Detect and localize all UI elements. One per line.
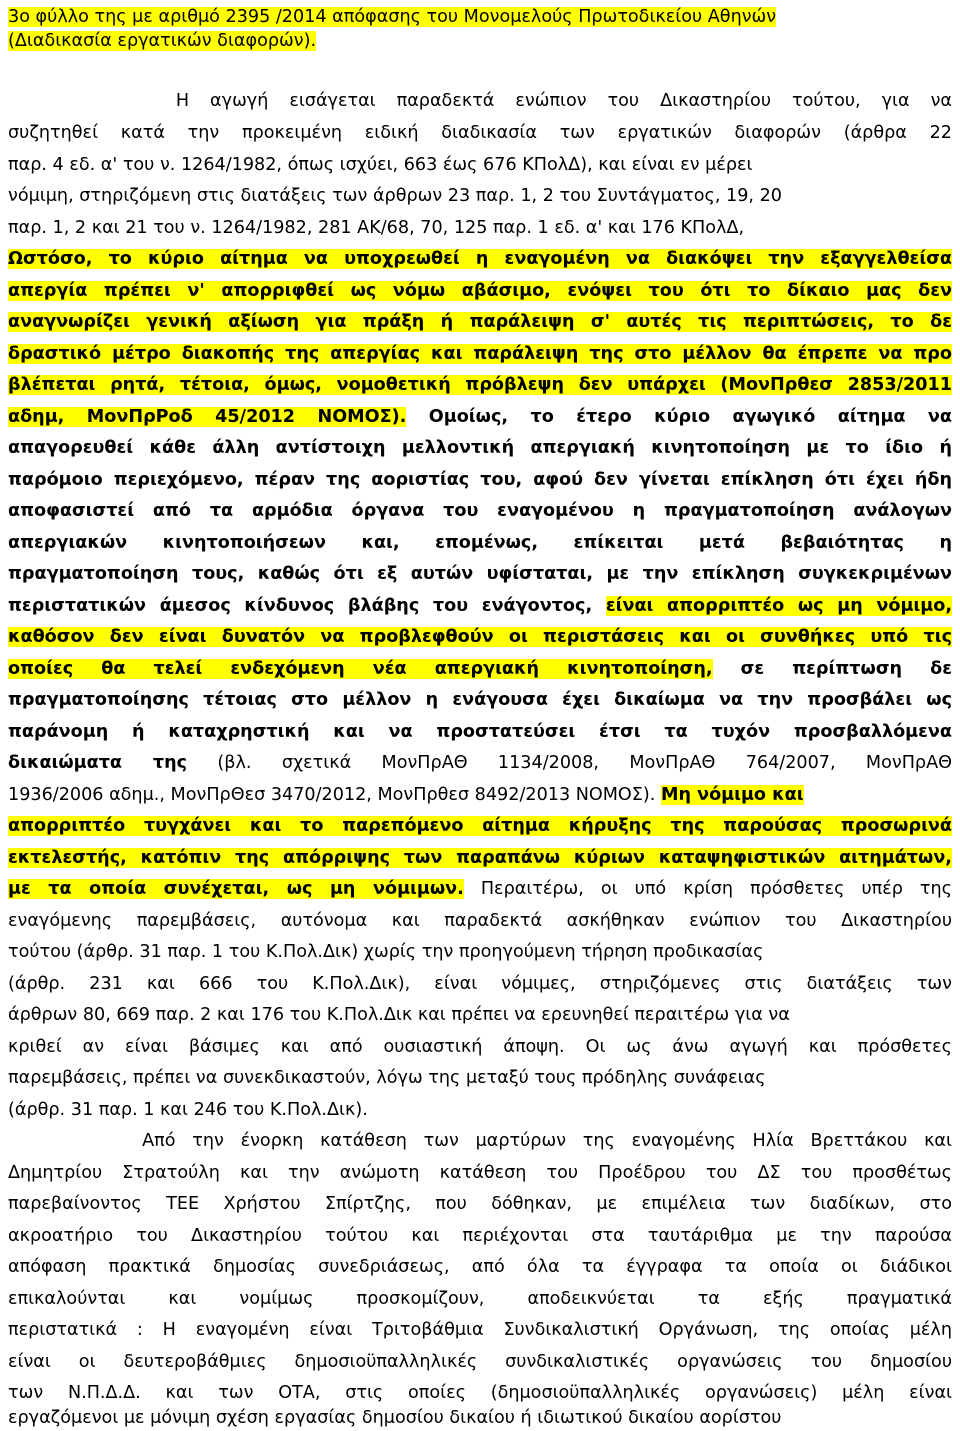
- text-line: [8, 435, 952, 461]
- text-run: δικαιώματα της: [8, 753, 188, 773]
- text-line: [8, 215, 952, 241]
- text-line: [8, 561, 952, 587]
- text-line: [8, 656, 952, 682]
- text-line: [8, 120, 952, 146]
- text-run: Ομοίως, το έτερο κύριο αγωγικό αίτημα να: [406, 407, 952, 427]
- text-run: Δημητρίου Στρατούλη και την ανώμοτη κατάθεση του Προέδρου του ΔΣ του προσθέτως: [8, 1163, 952, 1183]
- text-run: εναγόμενης παρεμβάσεις, αυτόνομα και παραδεκτά ασκήθηκαν ενώπιον του Δικαστηρίου: [8, 911, 952, 931]
- highlighted-text: απεργία πρέπει ν' απορριφθεί ως νόμω αβάσιμο, ενόψει του ότι το δίκαιο μας δεν: [8, 281, 952, 301]
- text-line: [8, 341, 952, 367]
- text-run: 1936/2006 αδημ., ΜονΠρΘεσ 3470/2012, ΜονΠρθεσ 8492/2013 ΝΟΜΟΣ).: [8, 785, 661, 805]
- text-line: [8, 624, 952, 650]
- text-run: νόμιμη, στηριζόμενη στις διατάξεις των άρθρων 23 παρ. 1, 2 του Συντάγματος, 19, 20: [8, 186, 782, 206]
- highlighted-text: οποίες θα τελεί ενδεχόμενη νέα απεργιακή κινητοποίηση,: [8, 659, 713, 679]
- text-run: συζητηθεί κατά την προκειμένη ειδική διαδικασία των εργατικών διαφορών (άρθρα 22: [8, 123, 952, 143]
- text-line: [8, 372, 952, 398]
- text-line: [8, 971, 952, 997]
- text-run: περιστατικών άμεσος κίνδυνος βλάβης του ενάγοντος,: [8, 596, 606, 616]
- highlighted-text: βλέπεται ρητά, τέτοια, όμως, νομοθετική πρόβλεψη δεν υπάρχει (ΜονΠρθεσ 2853/2011: [8, 375, 952, 395]
- text-run: των Ν.Π.Δ.Δ. και των ΟΤΑ, στις οποίες (δημοσιοϋπαλληλικές οργανώσεις) μέλη είναι: [8, 1383, 952, 1403]
- text-line: [8, 530, 952, 556]
- text-run: παράνομη ή καταχρηστική και να προστατεύσει έτσι τα τυχόν προσβαλλόμενα: [8, 722, 952, 742]
- text-line: [8, 1034, 952, 1060]
- highlighted-text: εκτελεστής, κατόπιν της απόρριψης των παραπάνω κύριων καταψηφιστικών αιτημάτων,: [8, 848, 952, 868]
- text-line: [8, 1191, 952, 1217]
- text-line: [8, 939, 952, 965]
- text-line: [8, 593, 952, 619]
- text-run: παρεμβάσεις, πρέπει να συνεκδικαστούν, λόγω της μεταξύ τους πρόδηλης συνάφειας: [8, 1068, 766, 1088]
- text-line: [8, 1286, 952, 1312]
- text-line: [8, 1254, 952, 1280]
- text-line: [8, 498, 952, 524]
- text-run: κριθεί αν είναι βάσιμες και από ουσιαστική άποψη. Οι ως άνω αγωγή και πρόσθετες: [8, 1037, 952, 1057]
- text-run: περιστατικά : Η εναγομένη είναι Τριτοβάθμια Συνδικαλιστική Οργάνωση, της οποίας μέλη: [8, 1320, 952, 1340]
- text-line: [8, 404, 952, 430]
- highlighted-text: Ωστόσο, το κύριο αίτημα να υποχρεωθεί η εναγομένη να διακόψει την εξαγγελθείσα: [8, 249, 952, 269]
- text-run: παρ. 1, 2 και 21 του ν. 1264/1982, 281 ΑΚ/68, 70, 125 παρ. 1 εδ. α' και 176 ΚΠολΔ,: [8, 218, 745, 238]
- text-run: Η αγωγή εισάγεται παραδεκτά ενώπιον του Δικαστηρίου τούτου, για να: [8, 91, 952, 111]
- text-line: [8, 1065, 952, 1091]
- page-header-line: [8, 28, 952, 54]
- highlighted-text: απορριπτέο τυγχάνει και το παρεπόμενο αίτημα κήρυξης της παρούσας προσωρινά: [8, 816, 952, 836]
- text-run: τούτου (άρθρ. 31 παρ. 1 του Κ.Πολ.Δικ) χωρίς την προηγούμενη τήρηση προδικασίας: [8, 942, 764, 962]
- text-line: [8, 1349, 952, 1375]
- text-run: αποφασιστεί από τα αρμόδια όργανα του εναγομένου η πραγματοποίηση ανάλογων: [8, 501, 952, 521]
- text-line: [8, 278, 952, 304]
- text-run: πραγματοποίηση τους, καθώς ότι εξ αυτών υφίσταται, με την επίκληση συγκεκριμένων: [8, 564, 952, 584]
- text-run: παρεβαίνοντος ΤΕΕ Χρήστου Σπίρτζης, που δόθηκαν, με επιμέλεια των διαδίκων, στο: [8, 1194, 952, 1214]
- text-run: (άρθρ. 231 και 666 του Κ.Πολ.Δικ), είναι νόμιμες, στηριζόμενες στις διατάξεις των: [8, 974, 952, 994]
- text-line: [8, 813, 952, 839]
- highlighted-text: με τα οποία συνέχεται, ως μη νόμιμων.: [8, 879, 464, 899]
- text-line: [8, 1160, 952, 1186]
- text-line: [8, 687, 952, 713]
- text-run: σε περίπτωση δε: [712, 659, 952, 679]
- highlighted-text: καθόσον δεν είναι δυνατόν να προβλεφθούν οι περιστάσεις και οι συνθήκες υπό τις: [8, 627, 952, 647]
- text-line: [8, 876, 952, 902]
- text-line: [8, 1317, 952, 1343]
- highlighted-text: δραστικό μέτρο διακοπής της απεργίας και παράλειψη της στο μέλλον θα έπρεπε να προ: [8, 344, 952, 364]
- text-run: απεργιακών κινητοποιήσεων και, επομένως, επίκειται μετά βεβαιότητας η: [8, 533, 952, 553]
- text-run: επικαλούνται και νομίμως προσκομίζουν, αποδεικνύεται τα εξής πραγματικά: [8, 1289, 952, 1309]
- page-header-line: [8, 4, 952, 30]
- text-run: πραγματοποίησης τέτοιας στο μέλλον η ενάγουσα έχει δικαίωμα να την προσβάλει ως: [8, 690, 952, 710]
- text-line: [8, 719, 952, 745]
- text-line: [8, 1002, 952, 1028]
- text-line: [8, 845, 952, 871]
- highlighted-text: αναγνωρίζει γενική αξίωση για πράξη ή παράλειψη σ' αυτές τις περιπτώσεις, το δε: [8, 312, 952, 332]
- text-run: άρθρων 80, 669 παρ. 2 και 176 του Κ.Πολ.Δικ και πρέπει να ερευνηθεί περαιτέρω για να: [8, 1005, 790, 1025]
- text-line: [8, 152, 952, 178]
- text-line: [8, 1097, 952, 1123]
- text-line: [8, 309, 952, 335]
- text-line: [8, 1405, 952, 1431]
- text-run: Περαιτέρω, οι υπό κρίση πρόσθετες υπέρ της: [463, 879, 952, 899]
- text-line: [8, 246, 952, 272]
- text-line: [8, 467, 952, 493]
- text-run: απαγορευθεί κάθε άλλη αντίστοιχη μελλοντική απεργιακή κινητοποίηση με το ίδιο ή: [8, 438, 952, 458]
- text-line: [8, 88, 952, 114]
- text-run: (άρθρ. 31 παρ. 1 και 246 του Κ.Πολ.Δικ).: [8, 1100, 368, 1120]
- text-line: [8, 1380, 952, 1406]
- highlighted-text: αδημ, ΜονΠρΡοδ 45/2012 ΝΟΜΟΣ).: [8, 407, 407, 427]
- text-run: απόφαση πρακτικά δημοσίας συνεδριάσεως, από όλα τα έγγραφα τα οποία οι διάδικοι: [8, 1257, 952, 1277]
- text-line: [8, 1223, 952, 1249]
- text-run: εργαζόμενοι με μόνιμη σχέση εργασίας δημοσίου δικαίου ή ιδιωτικού δικαίου αορίστου: [8, 1408, 782, 1428]
- highlighted-text: Μη νόμιμο και: [660, 785, 804, 805]
- text-run: ακροατήριο του Δικαστηρίου τούτου και περιέχονται στα ταυτάριθμα με την παρούσα: [8, 1226, 952, 1246]
- text-line: [8, 1128, 952, 1154]
- text-run: είναι οι δευτεροβάθμιες δημοσιοϋπαλληλικές συνδικαλιστικές οργανώσεις του δημοσίου: [8, 1352, 952, 1372]
- highlighted-text: (Διαδικασία εργατικών διαφορών).: [8, 31, 317, 51]
- text-run: παρόμοιο περιεχόμενο, πέραν της αοριστίας του, αφού δεν γίνεται επίκληση ότι έχει ήδη: [8, 470, 952, 490]
- text-line: [8, 183, 952, 209]
- document-page: [8, 0, 952, 1428]
- text-run: Από την ένορκη κατάθεση των μαρτύρων της εναγομένης Ηλία Βρεττάκου και: [8, 1131, 952, 1151]
- text-line: [8, 750, 952, 776]
- text-line: [8, 908, 952, 934]
- text-run: παρ. 4 εδ. α' του ν. 1264/1982, όπως ισχύει, 663 έως 676 ΚΠολΔ), και είναι εν μέρει: [8, 155, 753, 175]
- highlighted-text: είναι απορριπτέο ως μη νόμιμο,: [605, 596, 952, 616]
- text-line: [8, 782, 952, 808]
- text-run: (βλ. σχετικά ΜονΠρΑΘ 1134/2008, ΜονΠρΑΘ 764/2007, ΜονΠρΑΘ: [187, 753, 952, 773]
- highlighted-text: 3ο φύλλο της με αριθμό 2395 /2014 απόφασης του Μονομελούς Πρωτοδικείου Αθηνών: [8, 7, 777, 27]
